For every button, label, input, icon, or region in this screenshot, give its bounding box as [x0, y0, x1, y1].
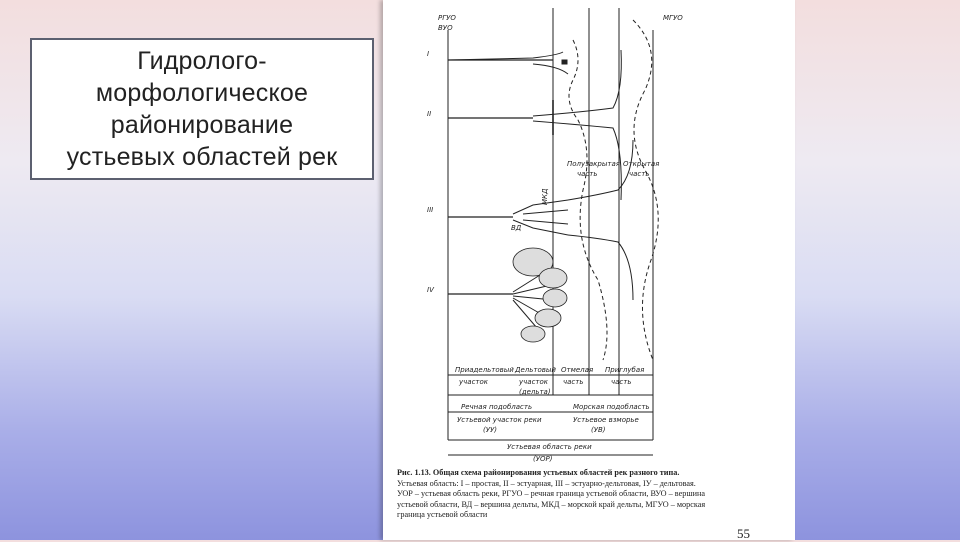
caption-line: Устьевая область: I – простая, II – эстуарная, III – эстуарно-дельтовая, IУ – дельтовая.: [397, 478, 696, 488]
table-whole-1: Устьевая область реки: [507, 443, 592, 451]
table-river-part-2: (УУ): [483, 426, 497, 434]
table-c2-1: Дельтовый: [515, 366, 556, 374]
table-c4-1: Приглубая: [605, 366, 645, 374]
table-c2-3: (дельта): [519, 388, 551, 396]
table-river-sub: Речная подобласть: [461, 403, 533, 411]
rguo-label: РГУО: [438, 14, 456, 22]
roman-2: II: [427, 110, 432, 118]
table-sea-sub: Морская подобласть: [573, 403, 650, 411]
roman-1: I: [427, 50, 430, 58]
table-c1-1: Приадельтовый: [455, 366, 514, 374]
estuary-scheme-diagram: [383, 0, 795, 470]
table-c1-2: участок: [459, 378, 489, 386]
table-sea-part-2: (УВ): [591, 426, 606, 434]
table-c2-2: участок: [519, 378, 549, 386]
semi-closed-label: Полузакрытая: [567, 160, 620, 168]
table-river-part-1: Устьевой участок реки: [457, 416, 542, 424]
book-page: [383, 0, 795, 540]
figure-caption: [397, 468, 787, 521]
table-sea-part-1: Устьевое взморье: [573, 416, 639, 424]
open-label: Открытая: [623, 160, 660, 168]
mkd-label: МКД: [541, 188, 549, 205]
slide-title-box: [30, 38, 374, 180]
table-c3-1: Отмелая: [561, 366, 594, 374]
caption-line: устьевой области, ВД – вершина дельты, МКД – морской край дельты, МГУО – морская: [397, 499, 706, 509]
caption-line: Рис. 1.13. Общая схема районирования устьевых областей рек разного типа.: [397, 468, 680, 477]
page-number: 55: [737, 526, 750, 541]
semi-closed-label-2: часть: [577, 170, 598, 178]
roman-4: IV: [427, 286, 434, 294]
table-c4-2: часть: [611, 378, 632, 386]
caption-line: граница устьевой области: [397, 510, 488, 519]
slide-title: Гидролого- морфологическое районирование устьевых областей рек: [66, 47, 338, 171]
table-whole-2: (УОР): [533, 455, 553, 463]
mguo-label: МГУО: [663, 14, 683, 22]
table-c3-2: часть: [563, 378, 584, 386]
vuo-label: ВУО: [438, 24, 453, 32]
roman-3: III: [427, 206, 434, 214]
open-label-2: часть: [629, 170, 650, 178]
vd-label: ВД: [511, 224, 522, 232]
caption-line: УОР – устьевая область реки, РГУО – речная граница устьевой области, ВУО – вершина: [397, 489, 706, 498]
